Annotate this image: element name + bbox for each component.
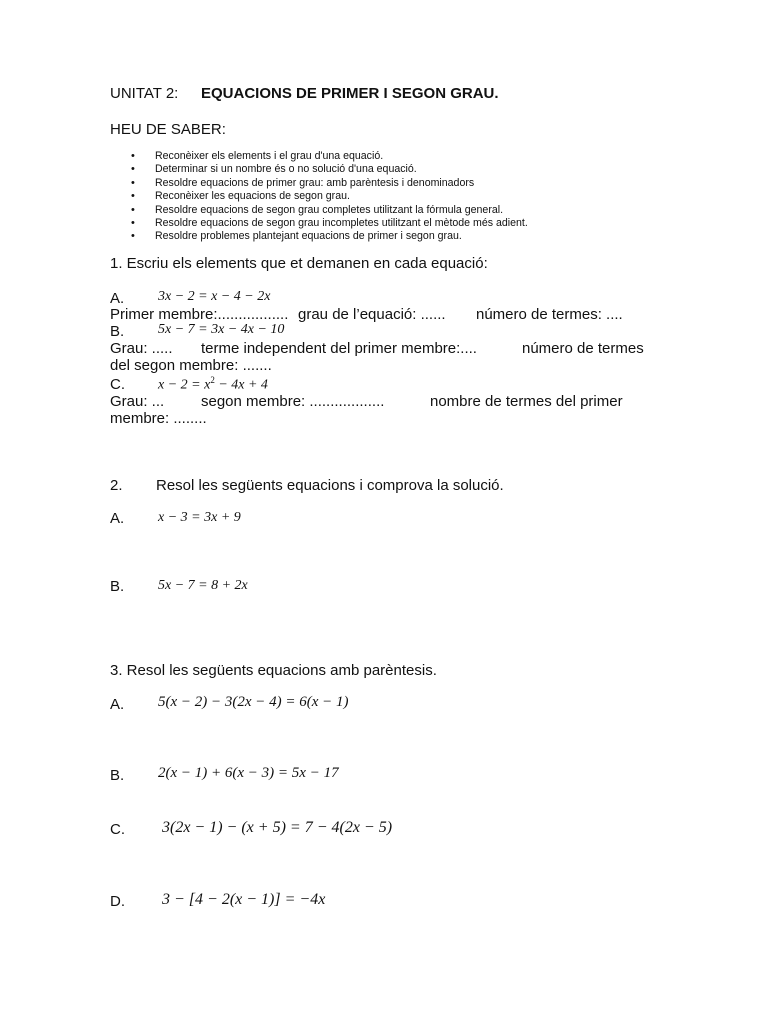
list-item: • Resoldre equacions de primer grau: amb parèntesis i denominadors (131, 177, 528, 190)
exercise3-a-equation: 5(x − 2) − 3(2x − 4) = 6(x − 1) (158, 694, 349, 710)
exercise1-a-equation: 3x − 2 = x − 4 − 2x (158, 289, 271, 304)
exercise2-number: 2. (110, 477, 123, 494)
list-item: • Reconèixer els elements i el grau d'una equació. (131, 150, 528, 163)
exercise1-c-term-count-cont: membre: ........ (110, 410, 207, 427)
exercise2-a-label: A. (110, 510, 125, 527)
exercise3-d-equation: 3 − [4 − 2(x − 1)] = −4x (162, 891, 326, 908)
exercise1-c-degree: Grau: ... (110, 393, 165, 410)
exercise2-prompt: Resol les següents equacions i comprova la solució. (156, 477, 504, 494)
exercise3-b-equation: 2(x − 1) + 6(x − 3) = 5x − 17 (158, 765, 339, 781)
requirements-list (131, 150, 528, 244)
exercise1-c-label: C. (110, 376, 125, 393)
exercise1-a-first-member: Primer membre:................. (110, 306, 289, 323)
list-item: • Resoldre equacions de segon grau completes utilitzant la fórmula general. (131, 204, 528, 217)
list-item: • Determinar si un nombre és o no solució d'una equació. (131, 163, 528, 176)
list-item: • Reconèixer les equacions de segon grau. (131, 190, 528, 203)
exercise2-b-equation: 5x − 7 = 8 + 2x (158, 578, 248, 593)
exercise1-prompt: 1. Escriu els elements que et demanen en cada equació: (110, 255, 488, 272)
exercise1-b-equation: 5x − 7 = 3x − 4x − 10 (158, 322, 285, 337)
exercise1-b-independent-term: terme independent del primer membre:.... (201, 340, 477, 357)
exercise1-b-degree: Grau: ..... (110, 340, 173, 357)
exercise2-a-equation: x − 3 = 3x + 9 (158, 510, 241, 525)
exercise1-c-term-count: nombre de termes del primer (430, 393, 623, 410)
exercise1-b-label: B. (110, 323, 125, 340)
exercise2-b-label: B. (110, 578, 125, 595)
unit-label: UNITAT 2: (110, 85, 179, 102)
exercise3-a-label: A. (110, 696, 125, 713)
requirements-heading: HEU DE SABER: (110, 121, 226, 138)
exercise1-a-label: A. (110, 290, 125, 307)
list-item: • Resoldre problemes plantejant equacions de primer i segon grau. (131, 230, 528, 243)
exercise1-a-term-count: número de termes: .... (476, 306, 623, 323)
exercise1-b-term-count-cont: del segon membre: ....... (110, 357, 272, 374)
exercise3-b-label: B. (110, 767, 125, 784)
list-item: • Resoldre equacions de segon grau incompletes utilitzant el mètode més adient. (131, 217, 528, 230)
unit-title: EQUACIONS DE PRIMER I SEGON GRAU. (201, 85, 499, 102)
exercise1-c-equation: $x - 2 = x^2 - 4x + 4$ (158, 375, 268, 393)
exercise1-c-second-member: segon membre: .................. (201, 393, 385, 410)
exercise1-a-degree: grau de l’equació: ...... (298, 306, 446, 323)
exercise3-c-label: C. (110, 821, 125, 838)
exercise3-c-equation: 3(2x − 1) − (x + 5) = 7 − 4(2x − 5) (162, 819, 393, 836)
exercise3-d-label: D. (110, 893, 125, 910)
exercise3-prompt: 3. Resol les següents equacions amb parèntesis. (110, 662, 437, 679)
exercise1-b-term-count: número de termes (522, 340, 644, 357)
